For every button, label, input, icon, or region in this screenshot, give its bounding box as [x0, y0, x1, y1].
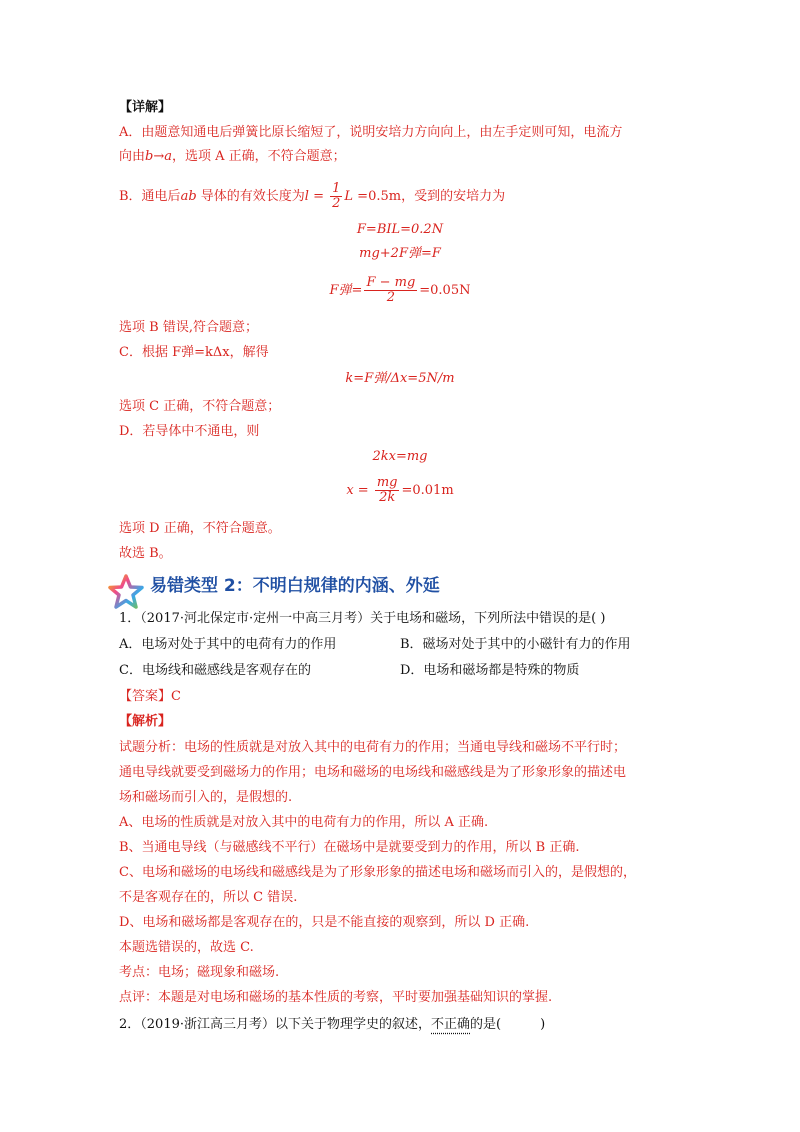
q1-stem: 1．（2017·河北保定市·定州一中高三月考）关于电场和磁场，下列所法中错误的是( ) [119, 611, 606, 626]
analysis-line: C、电场和磁场的电场线和磁感线是为了形象形象的描述电场和磁场而引入的，是假想的， [119, 865, 636, 880]
analysis-line: 不是客观存在的，所以 C 错误. [119, 890, 298, 905]
q1-analysis-label: 【解析】 [119, 714, 172, 729]
detail-d-line: D．若导体中不通电，则 [119, 424, 260, 439]
q1-option-c[interactable]: C．电场线和磁感线是客观存在的 [119, 663, 311, 678]
analysis-line: 点评：本题是对电场和磁场的基本性质的考察，平时要加强基础知识的掌握. [119, 990, 553, 1005]
q1-answer: 【答案】C [119, 689, 181, 704]
analysis-line: B、当通电导线（与磁感线不平行）在磁场中是就要受到力的作用，所以 B 正确. [119, 840, 580, 855]
q1-option-a[interactable]: A．电场对处于其中的电荷有力的作用 [119, 637, 337, 652]
detail-label: 【详解】 [119, 100, 172, 115]
q2-emphasis: 不正确 [431, 1017, 471, 1032]
detail-b-conclusion: 选项 B 错误,符合题意； [119, 320, 258, 335]
analysis-line: 考点：电场；磁现象和磁场. [119, 965, 280, 980]
section-heading: 易错类型 2：不明白规律的内涵、外延 [150, 576, 440, 596]
eq-force-balance: mg+2F弹=F [359, 246, 441, 261]
detail-c-line: C．根据 F弹=kΔx，解得 [119, 345, 269, 360]
q2-stem: 2．（2019·浙江高三月考）以下关于物理学史的叙述，不正确的是( ) [119, 1017, 546, 1032]
detail-d-conclusion: 选项 D 正确，不符合题意。 [119, 521, 281, 536]
eq-x-value: x = $\frac{mg}{2k}$ =0.01m [346, 475, 454, 505]
star-icon [108, 574, 144, 610]
q1-option-b[interactable]: B．磁场对处于其中的小磁针有力的作用 [400, 637, 631, 652]
q1-option-d[interactable]: D．电场和磁场都是特殊的物质 [400, 663, 580, 678]
detail-a-line2: 向由b→a，选项 A 正确，不符合题意； [119, 149, 346, 164]
b-fraction: $\frac{1}{2}$ [332, 181, 341, 211]
detail-final: 故选 B。 [119, 546, 172, 561]
detail-a-line1: A．由题意知通电后弹簧比原长缩短了，说明安培力方向向上，由左手定则可知，电流方 [119, 125, 623, 140]
detail-b-line: B．通电后ab 导体的有效长度为l = $\frac{1}{2}$ L =0.5m，受到的安培力为 [119, 181, 506, 211]
analysis-line: A、电场的性质就是对放入其中的电荷有力的作用，所以 A 正确. [119, 815, 489, 830]
analysis-line: 场和磁场而引入的，是假想的. [119, 790, 293, 805]
eq-ampere-force: F=BIL=0.2N [356, 222, 444, 237]
eq-d-balance: 2kx=mg [372, 449, 428, 464]
analysis-line: D、电场和磁场都是客观存在的，只是不能直接的观察到，所以 D 正确. [119, 915, 530, 930]
eq-spring-force: F弹= $\frac{F - mg}{2}$ =0.05N [329, 275, 471, 305]
analysis-line: 试题分析：电场的性质就是对放入其中的电荷有力的作用；当通电导线和磁场不平行时； [119, 740, 627, 755]
analysis-line: 通电导线就要受到磁场力的作用；电场和磁场的电场线和磁感线是为了形象形象的描述电 [119, 765, 627, 780]
analysis-line: 本题选错误的，故选 C. [119, 940, 254, 955]
eq-k-value: k=F弹/Δx=5N/m [345, 371, 455, 386]
detail-c-conclusion: 选项 C 正确，不符合题意； [119, 399, 281, 414]
